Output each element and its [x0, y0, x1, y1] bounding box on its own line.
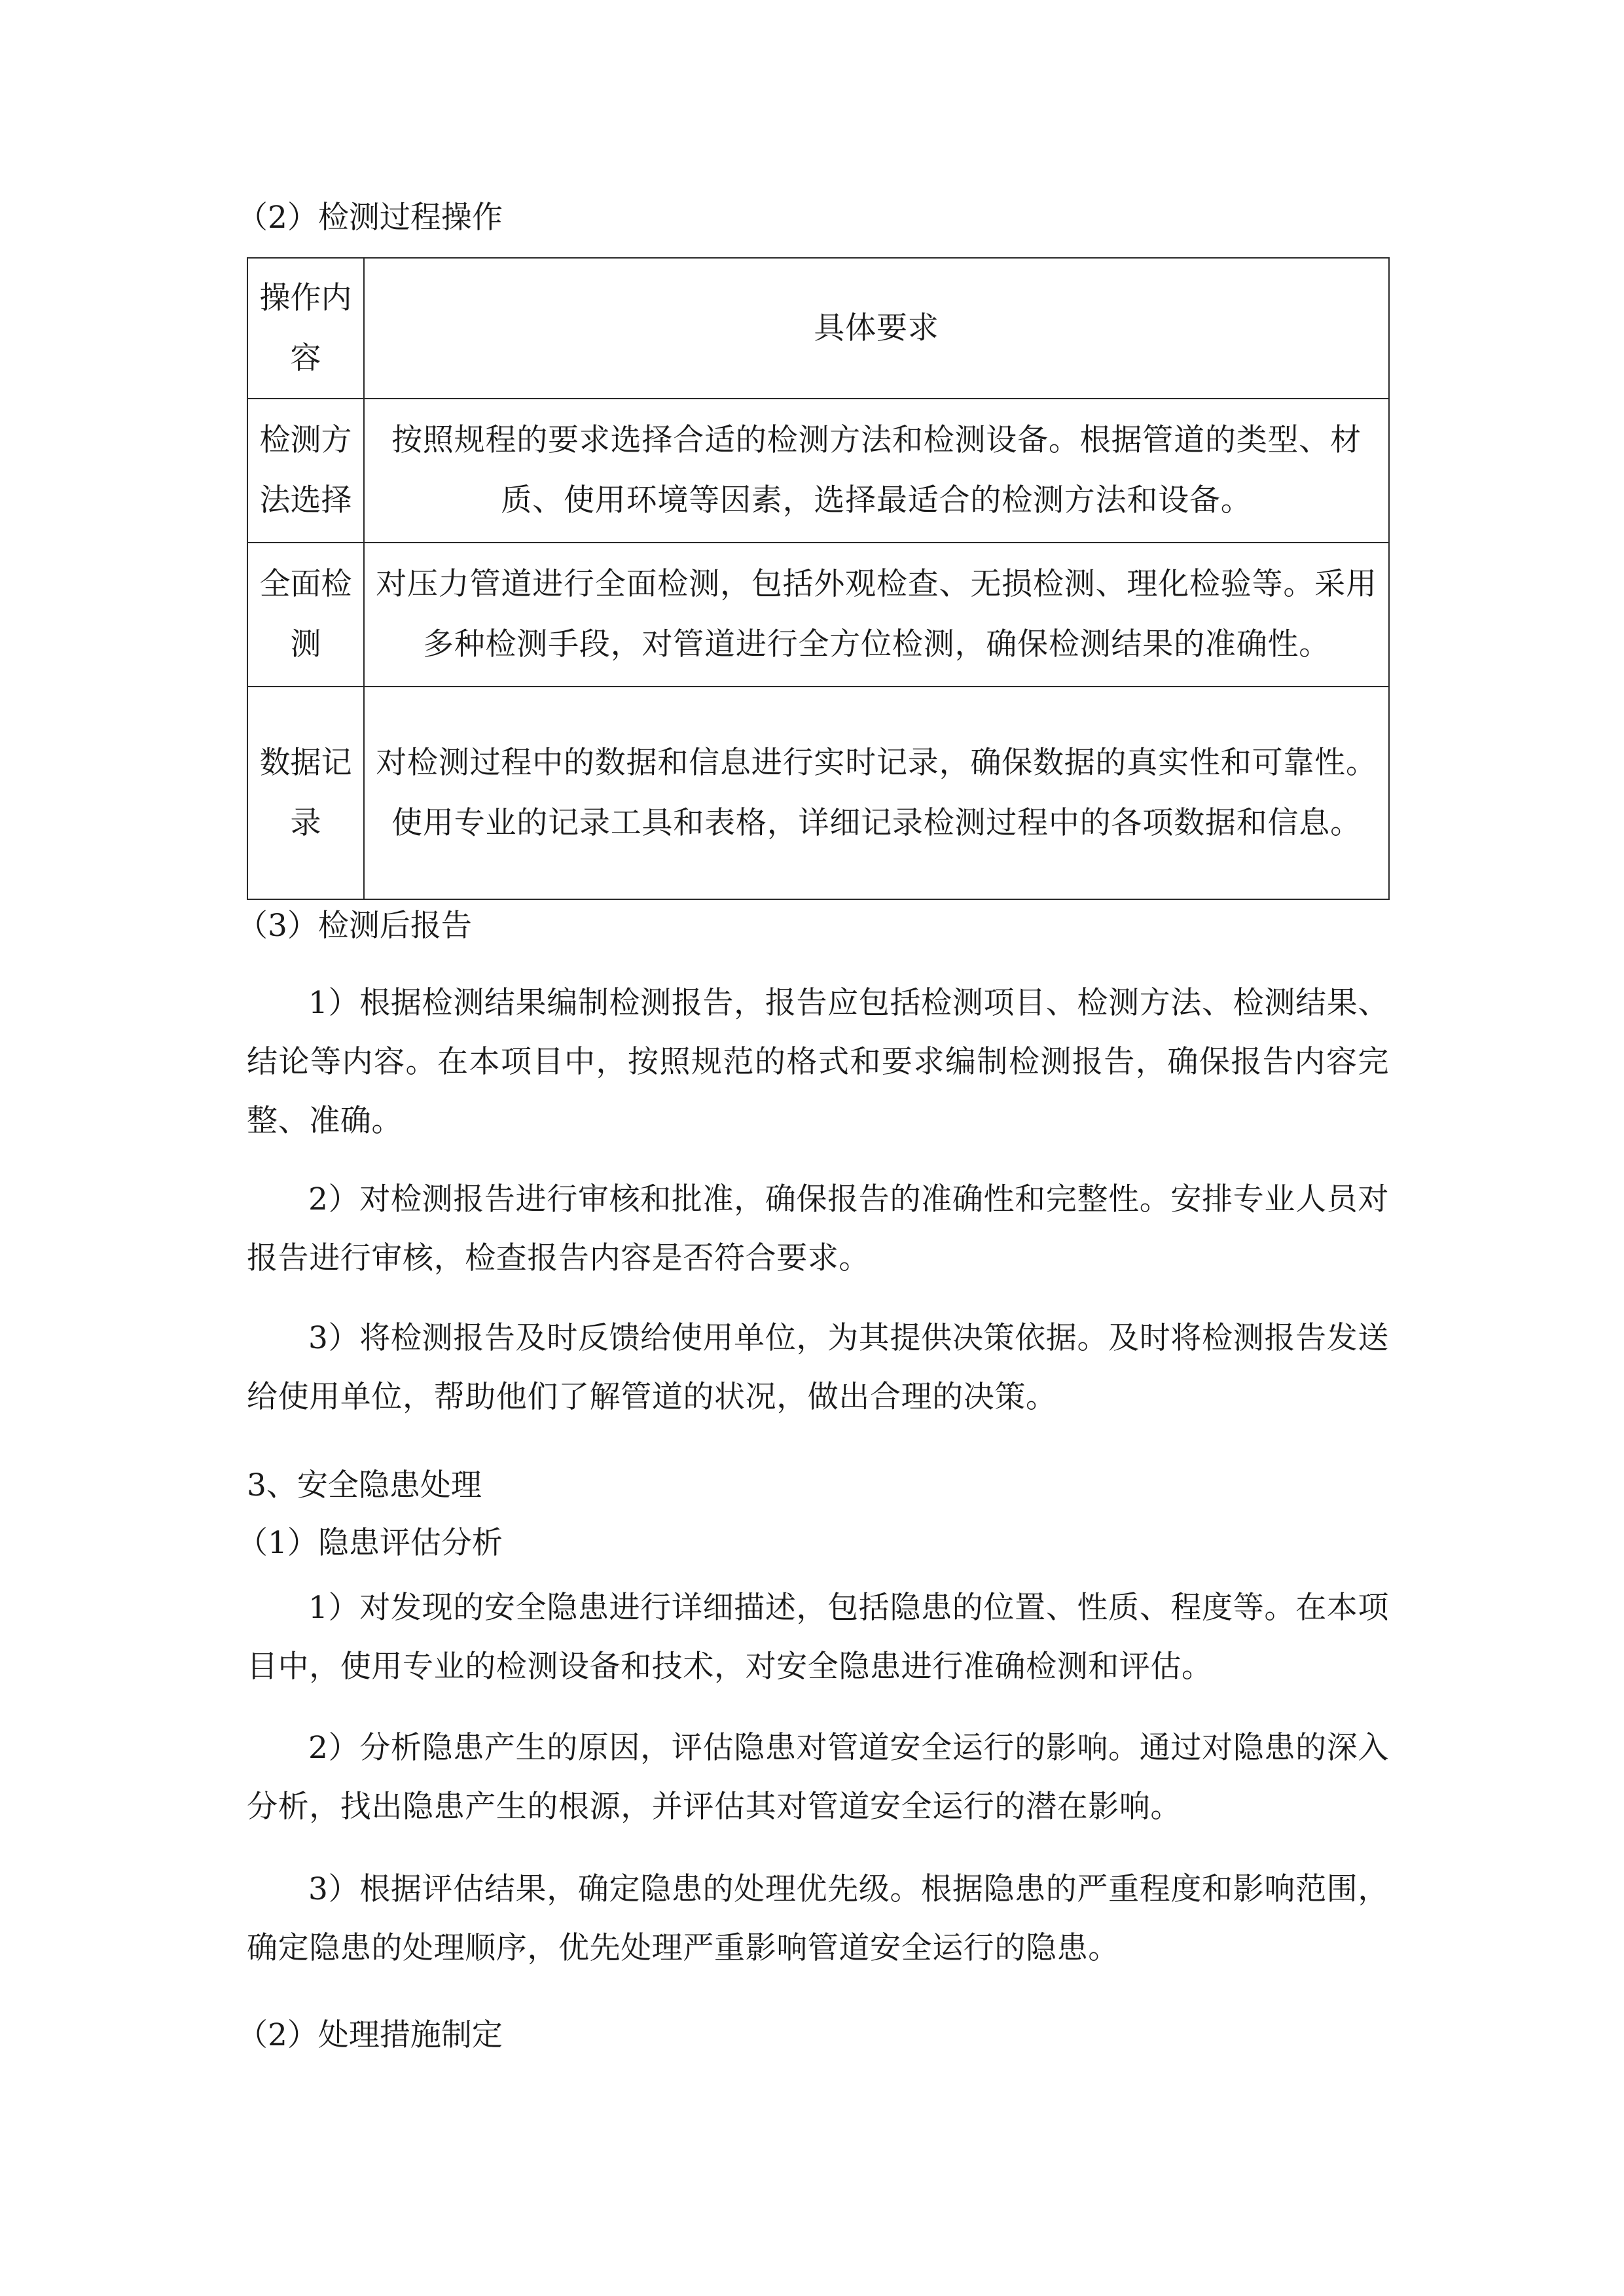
- detection-operations-table: [247, 257, 1390, 900]
- table-header-requirement: 具体要求: [364, 258, 1389, 399]
- report-paragraph: 1）根据检测结果编制检测报告，报告应包括检测项目、检测方法、检测结果、结论等内容。在本项目中，按照规范的格式和要求编制检测报告，确保报告内容完整、准确。: [247, 985, 1389, 1139]
- section-heading-hazard-assessment: （1）隐患评估分析: [237, 1525, 503, 1561]
- section-heading-measures: （2）处理措施制定: [237, 2017, 503, 2053]
- hazard-paragraph: 3）根据评估结果，确定隐患的处理优先级。根据隐患的严重程度和影响范围，确定隐患的处理顺序，优先处理严重影响管道安全运行的隐患。: [247, 1871, 1389, 1966]
- table-cell-requirement: 对压力管道进行全面检测，包括外观检查、无损检测、理化检验等。采用多种检测手段，对管道进行全方位检测，确保检测结果的准确性。: [364, 543, 1389, 687]
- hazard-paragraph: 1）对发现的安全隐患进行详细描述，包括隐患的位置、性质、程度等。在本项目中，使用专业的检测设备和技术，对安全隐患进行准确检测和评估。: [247, 1590, 1389, 1685]
- table-cell-item: 全面检测: [247, 543, 364, 687]
- section-heading-detection-process: （2）检测过程操作: [237, 200, 503, 236]
- table-row: [247, 399, 1389, 543]
- report-paragraph: 2）对检测报告进行审核和批准，确保报告的准确性和完整性。安排专业人员对报告进行审核，检查报告内容是否符合要求。: [247, 1181, 1389, 1276]
- table-row: [247, 543, 1389, 687]
- hazard-paragraph: 2）分析隐患产生的原因，评估隐患对管道安全运行的影响。通过对隐患的深入分析，找出隐患产生的根源，并评估其对管道安全运行的潜在影响。: [247, 1730, 1389, 1825]
- section-heading-report: （3）检测后报告: [237, 908, 472, 944]
- report-paragraph: 3）将检测报告及时反馈给使用单位，为其提供决策依据。及时将检测报告发送给使用单位，帮助他们了解管道的状况，做出合理的决策。: [247, 1320, 1389, 1415]
- table-cell-item: 检测方法选择: [247, 399, 364, 543]
- table-header-operation: 操作内容: [247, 258, 364, 399]
- table-header-row: [247, 258, 1389, 399]
- table-row: [247, 687, 1389, 899]
- table-cell-requirement: 对检测过程中的数据和信息进行实时记录，确保数据的真实性和可靠性。使用专业的记录工具和表格，详细记录检测过程中的各项数据和信息。: [364, 687, 1389, 899]
- section-heading-safety-hazards: 3、安全隐患处理: [247, 1467, 482, 1503]
- table-cell-item: 数据记录: [247, 687, 364, 899]
- table-cell-requirement: 按照规程的要求选择合适的检测方法和检测设备。根据管道的类型、材质、使用环境等因素，选择最适合的检测方法和设备。: [364, 399, 1389, 543]
